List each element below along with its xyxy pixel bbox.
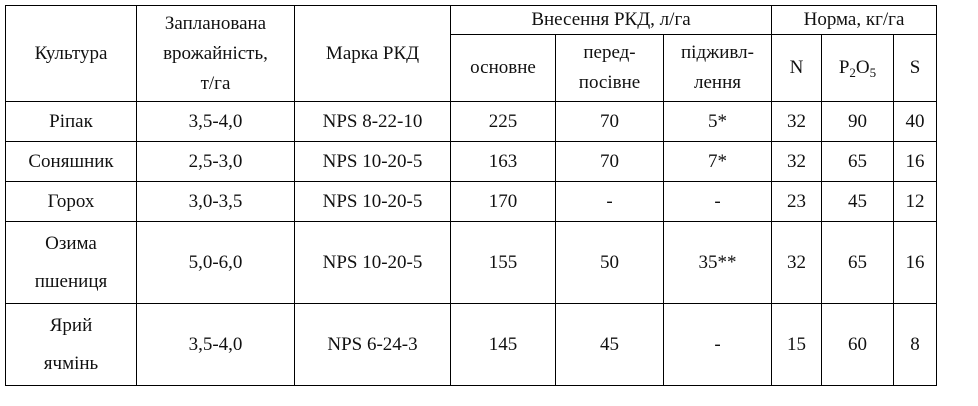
cell-feeding: 35** <box>664 222 772 304</box>
cell-feeding: - <box>664 304 772 386</box>
header-yield-line-1: Запланована <box>164 12 267 34</box>
cell-n: 15 <box>772 304 822 386</box>
crop-line: Соняшник <box>28 150 114 172</box>
crop-line: пшениця <box>34 270 108 292</box>
header-feeding-line-2: лення <box>694 72 741 93</box>
header-main: основне <box>451 35 556 102</box>
cell-p2o5: 65 <box>822 222 894 304</box>
cell-brand: NPS 6-24-3 <box>295 304 451 386</box>
table-container <box>5 5 937 386</box>
cell-crop <box>6 142 137 182</box>
header-norm-group: Норма, кг/га <box>772 6 937 35</box>
cell-n: 32 <box>772 142 822 182</box>
cell-main: 225 <box>451 102 556 142</box>
cell-yield: 3,5-4,0 <box>137 304 295 386</box>
cell-main: 163 <box>451 142 556 182</box>
header-brand: Марка РКД <box>295 6 451 102</box>
p2o5-sub-2: 2 <box>849 65 856 80</box>
cell-presowing: 70 <box>556 142 664 182</box>
cell-yield: 5,0-6,0 <box>137 222 295 304</box>
header-feeding <box>664 35 772 102</box>
cell-n: 32 <box>772 222 822 304</box>
table-row <box>6 142 937 182</box>
header-presowing <box>556 35 664 102</box>
fertilizer-table <box>5 5 937 386</box>
cell-presowing: 45 <box>556 304 664 386</box>
header-yield-line-3: т/га <box>200 72 231 94</box>
cell-feeding: 7* <box>664 142 772 182</box>
cell-main: 155 <box>451 222 556 304</box>
cell-n: 32 <box>772 102 822 142</box>
cell-main: 145 <box>451 304 556 386</box>
cell-brand: NPS 10-20-5 <box>295 142 451 182</box>
crop-line: ячмінь <box>43 352 99 374</box>
cell-yield: 2,5-3,0 <box>137 142 295 182</box>
cell-brand: NPS 10-20-5 <box>295 222 451 304</box>
cell-crop <box>6 304 137 386</box>
p2o5-o: O <box>855 57 870 78</box>
header-s: S <box>894 35 937 102</box>
header-row-1 <box>6 6 937 35</box>
crop-line: Ріпак <box>49 110 93 132</box>
cell-n: 23 <box>772 182 822 222</box>
header-yield <box>137 6 295 102</box>
p2o5-sub-5: 5 <box>869 65 877 80</box>
cell-p2o5: 45 <box>822 182 894 222</box>
header-presowing-line-1: перед- <box>583 42 636 63</box>
table-row <box>6 222 937 304</box>
cell-presowing: - <box>556 182 664 222</box>
header-application-group: Внесення РКД, л/га <box>451 6 772 35</box>
crop-line: Озима <box>45 232 97 254</box>
header-crop: Культура <box>6 6 137 102</box>
cell-s: 16 <box>894 142 937 182</box>
cell-feeding: 5* <box>664 102 772 142</box>
table-row <box>6 182 937 222</box>
cell-crop <box>6 222 137 304</box>
header-p2o5 <box>822 35 894 102</box>
cell-s: 12 <box>894 182 937 222</box>
cell-yield: 3,5-4,0 <box>137 102 295 142</box>
cell-crop <box>6 102 137 142</box>
table-row <box>6 102 937 142</box>
cell-presowing: 50 <box>556 222 664 304</box>
cell-p2o5: 60 <box>822 304 894 386</box>
header-feeding-line-1: підживл- <box>681 42 754 63</box>
cell-presowing: 70 <box>556 102 664 142</box>
cell-brand: NPS 10-20-5 <box>295 182 451 222</box>
crop-line: Горох <box>47 190 95 212</box>
cell-feeding: - <box>664 182 772 222</box>
cell-yield: 3,0-3,5 <box>137 182 295 222</box>
cell-main: 170 <box>451 182 556 222</box>
header-presowing-line-2: посівне <box>578 72 641 93</box>
header-n: N <box>772 35 822 102</box>
p2o5-p: P <box>838 57 850 78</box>
cell-s: 8 <box>894 304 937 386</box>
table-row <box>6 304 937 386</box>
cell-p2o5: 90 <box>822 102 894 142</box>
cell-s: 40 <box>894 102 937 142</box>
cell-s: 16 <box>894 222 937 304</box>
header-yield-line-2: врожайність, <box>163 42 268 64</box>
cell-p2o5: 65 <box>822 142 894 182</box>
cell-brand: NPS 8-22-10 <box>295 102 451 142</box>
cell-crop <box>6 182 137 222</box>
crop-line: Ярий <box>49 314 93 336</box>
